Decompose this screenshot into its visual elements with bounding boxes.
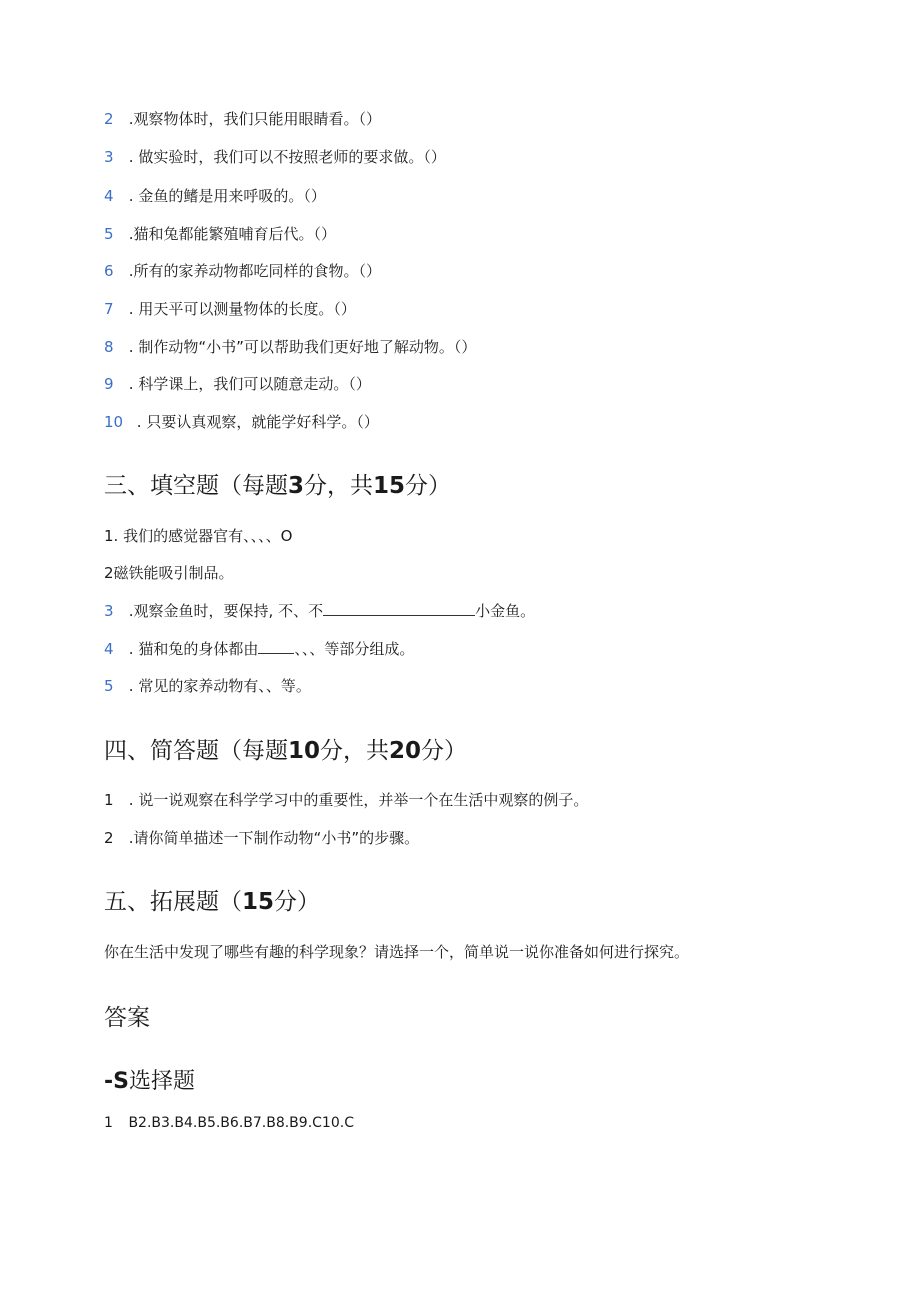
judgement-question bbox=[104, 260, 381, 282]
question-number: 10 bbox=[104, 413, 124, 431]
short-answer-question-1: 1 . 说一说观察在科学学习中的重要性，并举一个在生活中观察的例子。 bbox=[104, 791, 589, 809]
answer-blank bbox=[323, 601, 475, 616]
fill-question-1: 1. 我们的感觉器官有、、、、O bbox=[104, 527, 293, 545]
question-number: 4 bbox=[104, 187, 114, 205]
question-number: 2 bbox=[104, 829, 114, 847]
question-number: 6 bbox=[104, 262, 114, 280]
question-number: 2 bbox=[104, 110, 114, 128]
question-text: . 金鱼的鳍是用来呼吸的。（） bbox=[128, 187, 326, 205]
question-text: . 制作动物“小书”可以帮助我们更好地了解动物。（） bbox=[128, 338, 477, 356]
question-number: 9 bbox=[104, 375, 114, 393]
fill-question-5: 5 . 常见的家养动物有、、等。 bbox=[104, 677, 311, 695]
fill-question-2: 2磁铁能吸引制品。 bbox=[104, 564, 234, 582]
section-4-heading: 四、简答题（每题10分，共20分） bbox=[104, 738, 468, 764]
fill-question-3: 3 .观察金鱼时，要保持, 不、不 小金鱼。 bbox=[104, 602, 536, 620]
question-text: .猫和兔都能繁殖哺育后代。（） bbox=[128, 225, 337, 243]
question-number: 3 bbox=[104, 148, 114, 166]
short-answer-question-2: 2 .请你简单描述一下制作动物“小书”的步骤。 bbox=[104, 829, 420, 847]
judgement-question bbox=[104, 373, 371, 395]
answers-choice-subheading: -S选择题 bbox=[104, 1069, 195, 1094]
question-text: . 做实验时，我们可以不按照老师的要求做。（） bbox=[128, 148, 446, 166]
question-text: .观察物体时，我们只能用眼睛看。（） bbox=[128, 110, 382, 128]
question-number: 5 bbox=[104, 225, 114, 243]
judgement-question bbox=[104, 146, 446, 168]
judgement-question bbox=[104, 185, 326, 207]
question-number: 4 bbox=[104, 640, 114, 658]
question-number: 8 bbox=[104, 338, 114, 356]
question-number: 1 bbox=[104, 1115, 113, 1131]
question-text: .所有的家养动物都吃同样的食物。（） bbox=[128, 262, 382, 280]
question-text: . 用天平可以测量物体的长度。（） bbox=[128, 300, 356, 318]
judgement-question bbox=[104, 108, 381, 130]
fill-question-4: 4 . 猫和兔的身体都由 、、、等部分组成。 bbox=[104, 640, 415, 658]
judgement-question bbox=[104, 298, 356, 320]
section-3-heading: 三、填空题（每题3分，共15分） bbox=[104, 473, 452, 499]
extension-question: 你在生活中发现了哪些有趣的科学现象？请选择一个，简单说一说你准备如何进行探究。 bbox=[104, 943, 690, 961]
answers-heading: 答案 bbox=[104, 1005, 150, 1031]
answers-choice-line: 1 B2.B3.B4.B5.B6.B7.B8.B9.C10.C bbox=[104, 1112, 354, 1134]
section-5-heading: 五、拓展题（15分） bbox=[104, 889, 321, 915]
question-number: 5 bbox=[104, 677, 114, 695]
question-number: 3 bbox=[104, 602, 114, 620]
question-number: 1 bbox=[104, 791, 114, 809]
judgement-question bbox=[104, 336, 476, 358]
question-number: 7 bbox=[104, 300, 114, 318]
judgement-question bbox=[104, 223, 336, 245]
question-text: . 只要认真观察，就能学好科学。（） bbox=[136, 413, 379, 431]
judgement-question bbox=[104, 411, 379, 433]
question-text: . 科学课上，我们可以随意走动。（） bbox=[128, 375, 371, 393]
answer-blank bbox=[258, 639, 294, 654]
